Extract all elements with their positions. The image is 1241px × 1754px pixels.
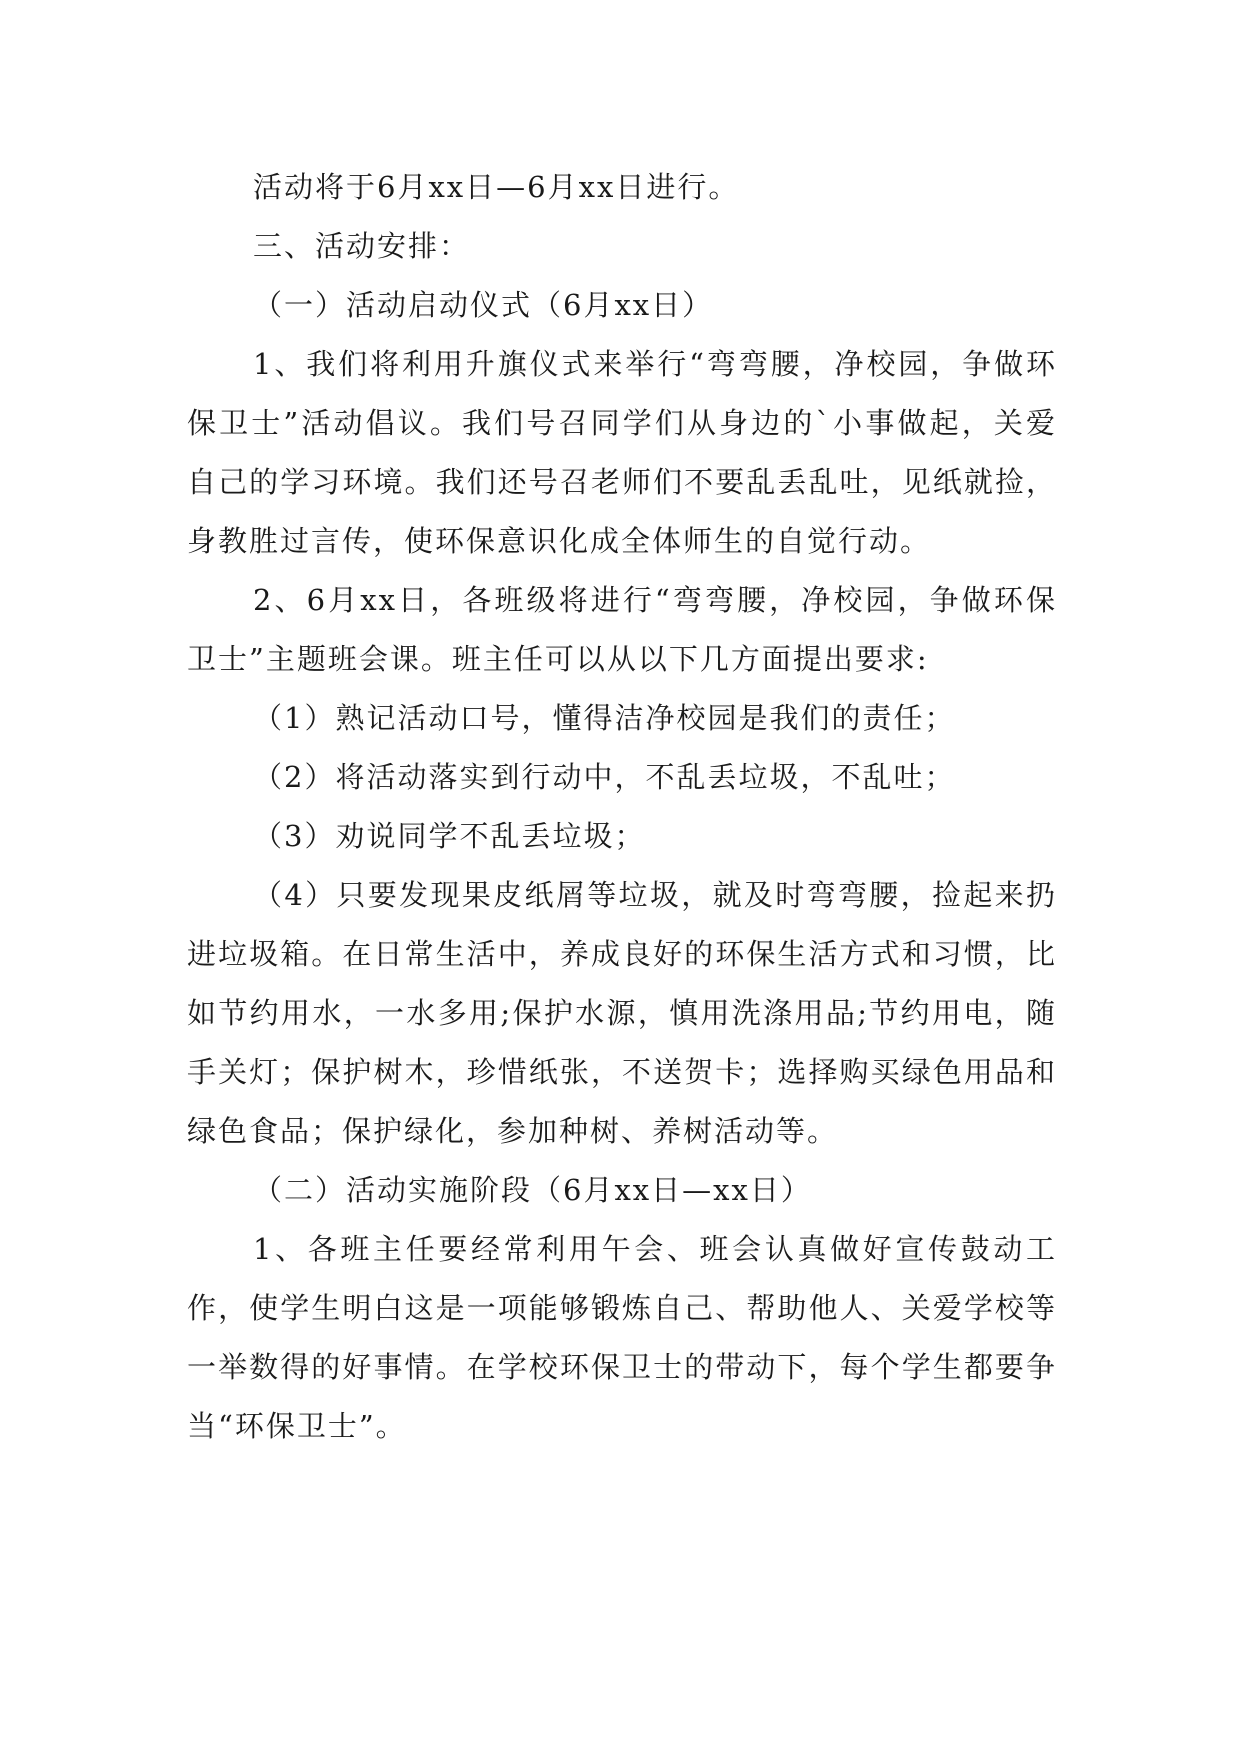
section-heading-arrangements: 三、活动安排：: [253, 229, 471, 263]
list-item-requirement-4: （4）只要发现果皮纸屑等垃圾，就及时弯弯腰，捡起来扔进垃圾箱。在日常生活中，养成良好的环保生活方式和习惯，比如节约用水，一水多用;保护水源，慎用洗涤用品;节约用电，随手关灯；保护树木，珍惜纸张，不送贺卡；选择购买绿色用品和绿色食品；保护绿化，参加种树、养树活动等。: [187, 878, 1057, 1148]
paragraph-implementation-item-1: 1、各班主任要经常利用午会、班会认真做好宣传鼓动工作，使学生明白这是一项能够锻炼自己、帮助他人、关爱学校等一举数得的好事情。在学校环保卫士的带动下，每个学生都要争当“环保卫士”。: [187, 1232, 1057, 1443]
subsection-heading-launch: （一）活动启动仪式（6月xx日）: [253, 288, 714, 322]
subsection-heading-implementation: （二）活动实施阶段（6月xx日—xx日）: [253, 1173, 812, 1207]
list-item-requirement-2: （2）将活动落实到行动中，不乱丢垃圾，不乱吐；: [253, 760, 956, 794]
paragraph-schedule-dates: 活动将于6月xx日—6月xx日进行。: [253, 170, 740, 204]
paragraph-launch-item-1: 1、我们将利用升旗仪式来举行“弯弯腰，净校园，争做环保卫士”活动倡议。我们号召同学们从身边的`小事做起，关爱自己的学习环境。我们还号召老师们不要乱丢乱吐，见纸就捡，身教胜过言传，使环保意识化成全体师生的自觉行动。: [187, 347, 1057, 558]
list-item-requirement-3: （3）劝说同学不乱丢垃圾；: [253, 819, 646, 853]
document-body: [187, 158, 1057, 1456]
paragraph-launch-item-2: 2、6月xx日，各班级将进行“弯弯腰，净校园，争做环保卫士”主题班会课。班主任可以从以下几方面提出要求:: [187, 583, 1057, 676]
list-item-requirement-1: （1）熟记活动口号，懂得洁净校园是我们的责任；: [253, 701, 956, 735]
